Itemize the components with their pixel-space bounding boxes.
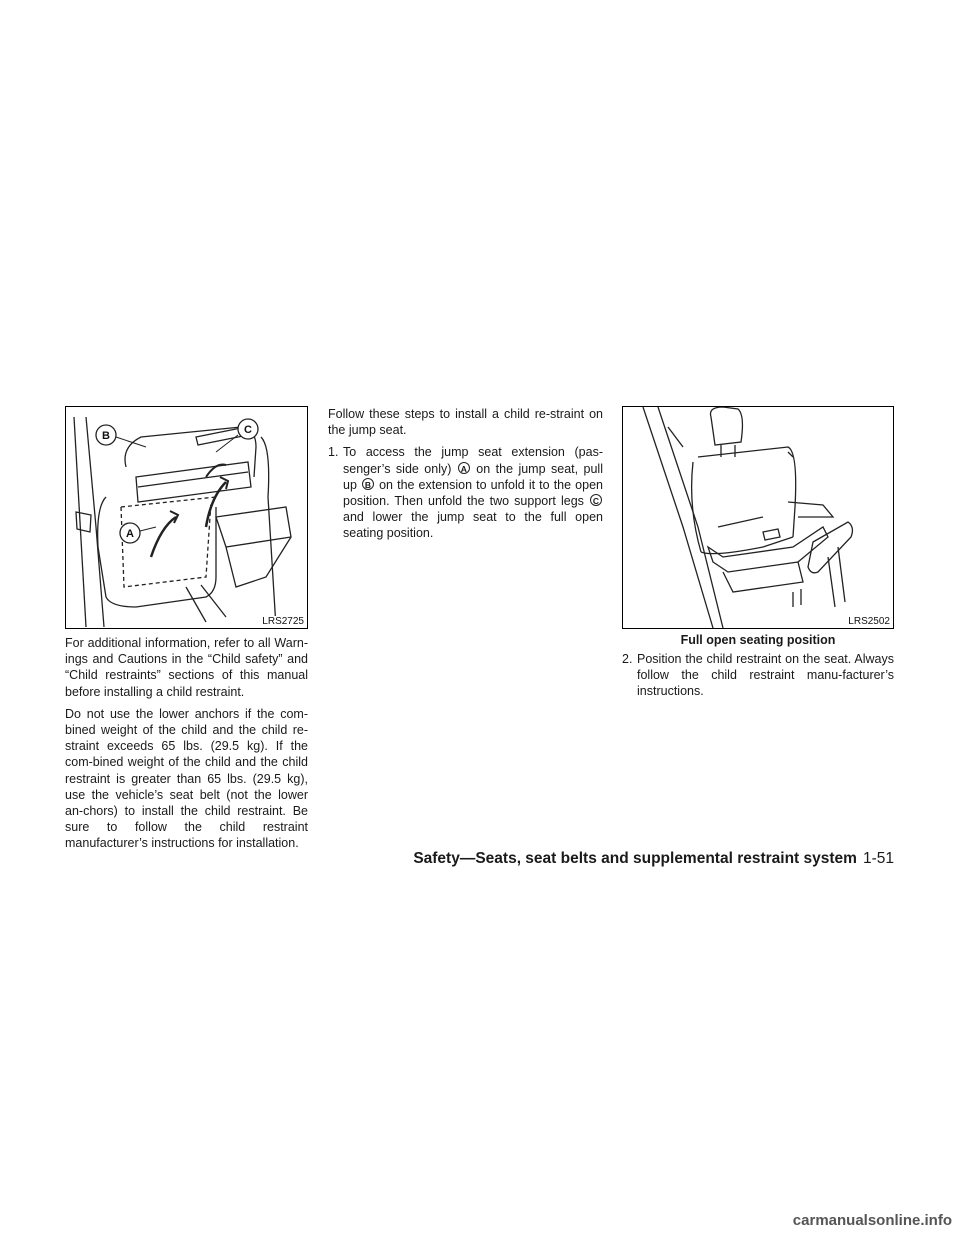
steps-intro: Follow these steps to install a child re-straint on the jump seat. [328,407,603,438]
right-column [622,651,894,706]
jump-seat-extension-illustration [66,407,307,628]
step-number: 2. [622,652,633,666]
left-column [65,635,308,858]
watermark: carmanualsonline.info [792,1212,952,1229]
step-1 [328,444,603,541]
callout-b-marker [96,425,146,447]
callout-a-marker [120,523,156,543]
paragraph-lower-anchors: Do not use the lower anchors if the com-bined weight of the child and the child re-straint exceeds 65 lbs. (29.5 kg). If the com-bined weight of the child and the child restraint is greater than 65 lbs. (29.5 kg), use the vehicle’s seat belt (not the lower an-chors) to install the child restraint. Be sure to follow the child restraint manufacturer’s instructions for installation. [65,706,308,851]
page-footer [413,850,894,868]
callout-c-marker [216,419,258,452]
step-number: 1. [328,445,339,460]
figure-jump-seat-extension [65,406,308,629]
callout-a-label: A [126,528,134,540]
step-text: To access the jump seat extension (pas-senger’s side only) A on the jump seat, pull up B on the extension to unfold it to the open position. Then unfold the two support legs C and lower the jump seat to the full open seating position. [343,445,603,541]
figure-code: LRS2725 [262,616,304,627]
callout-c-label: C [244,424,252,436]
figure-caption: Full open seating position [680,633,836,647]
callout-c-icon: C [590,494,602,506]
section-title: Safety—Seats, seat belts and supplemental restraint system [413,850,857,867]
full-open-seating-illustration [623,407,893,628]
callout-a-icon: A [458,462,470,474]
figure-code: LRS2502 [848,616,890,627]
step-2 [622,651,894,700]
middle-column [328,406,603,548]
step-text: Position the child restraint on the seat. Always follow the child restraint manu-facturer’s instructions. [637,652,894,699]
figure-full-open-seating [622,406,894,629]
page-number: 1-51 [862,850,894,867]
paragraph-additional-info: For additional information, refer to all Warn-ings and Cautions in the “Child safety” and “Child restraints” sections of this manual before installing a child restraint. [65,636,308,699]
callout-b-label: B [102,430,110,442]
callout-b-icon: B [362,478,374,490]
